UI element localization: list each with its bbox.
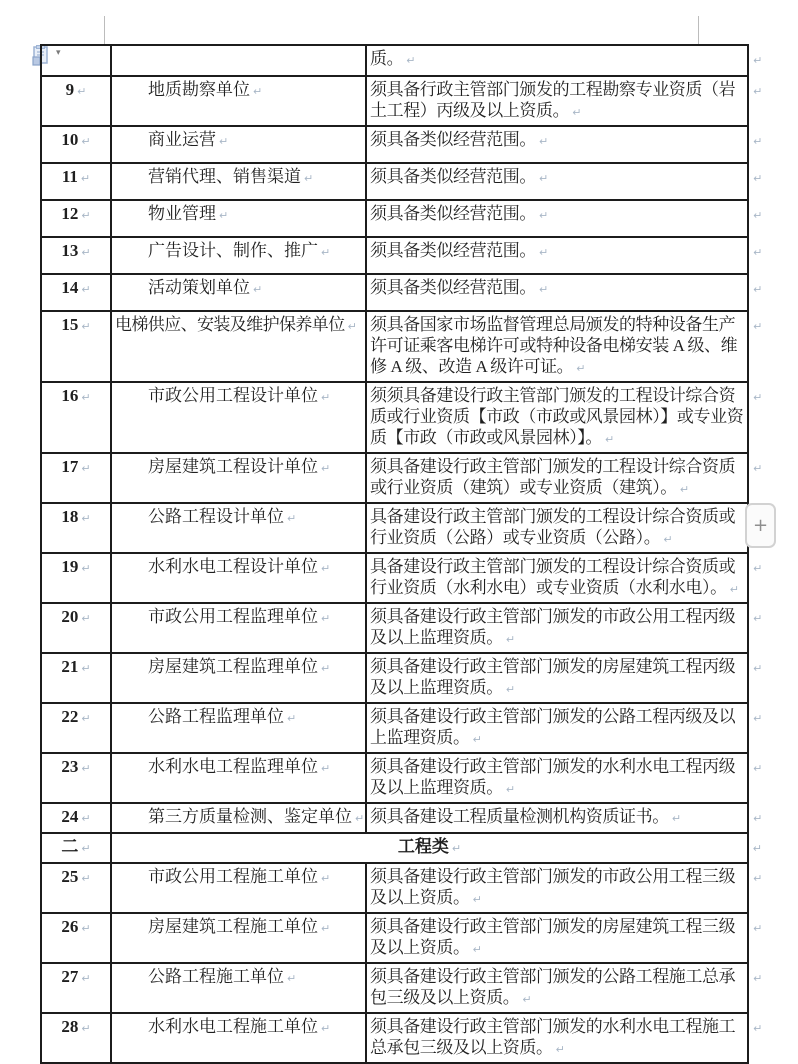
row-number: 20 ↵ — [61, 607, 90, 626]
qualification-table — [40, 44, 749, 1064]
requirement-text: 须具备建设行政主管部门颁发的房屋建筑工程三级及以上资质。 ↵ — [370, 917, 735, 957]
text-boundary-mark-left — [104, 16, 105, 44]
unit-name: 电梯供应、安装及维护保养单位 ↵ — [115, 314, 357, 337]
requirement-cell[interactable] — [366, 703, 748, 753]
row-number-cell[interactable] — [41, 913, 111, 963]
unit-name: 水利水电工程施工单位 ↵ — [115, 1016, 330, 1039]
row-number-cell[interactable] — [41, 163, 111, 200]
requirement-cell[interactable] — [366, 163, 748, 200]
row-number-cell[interactable] — [41, 274, 111, 311]
row-number: 14 ↵ — [61, 278, 90, 297]
insert-row-button[interactable] — [745, 503, 776, 548]
unit-name-cell[interactable] — [111, 382, 366, 453]
unit-name: 活动策划单位 ↵ — [115, 277, 262, 300]
table-row — [41, 653, 748, 703]
table-row — [41, 1013, 748, 1063]
unit-name-cell[interactable] — [111, 553, 366, 603]
table-row — [41, 753, 748, 803]
requirement-cell[interactable] — [366, 913, 748, 963]
row-number: 23 ↵ — [61, 757, 90, 776]
requirement-text: 须具备建设工程质量检测机构资质证书。 ↵ — [370, 807, 681, 826]
table-row-continuation — [41, 45, 748, 76]
row-number-cell[interactable] — [41, 45, 111, 76]
requirement-text: 须具备类似经营范围。 ↵ — [370, 130, 548, 149]
requirement-cell[interactable] — [366, 653, 748, 703]
requirement-text: 须具备类似经营范围。 ↵ — [370, 167, 548, 186]
row-number: 16 ↵ — [61, 386, 90, 405]
section-number: 二 ↵ — [61, 837, 90, 856]
section-title: 工程类 ↵ — [398, 837, 461, 856]
unit-name-cell[interactable] — [111, 603, 366, 653]
row-number: 15 ↵ — [61, 315, 90, 334]
unit-name-cell[interactable] — [111, 453, 366, 503]
row-number-cell[interactable] — [41, 963, 111, 1013]
row-number: 12 ↵ — [61, 204, 90, 223]
requirement-text: 具备建设行政主管部门颁发的工程设计综合资质或行业资质（公路）或专业资质（公路）。 ↵ — [370, 507, 735, 547]
row-number: 22 ↵ — [61, 707, 90, 726]
row-number: 18 ↵ — [61, 507, 90, 526]
requirement-cell[interactable] — [366, 274, 748, 311]
row-number-cell[interactable] — [41, 703, 111, 753]
unit-name: 营销代理、销售渠道 ↵ — [115, 166, 313, 189]
table-row — [41, 503, 748, 553]
requirement-text: 须具备建设行政主管部门颁发的水利水电工程丙级及以上监理资质。 ↵ — [370, 757, 735, 797]
row-number: 11 ↵ — [62, 167, 90, 186]
row-number-cell[interactable] — [41, 382, 111, 453]
requirement-cell[interactable] — [366, 311, 748, 382]
unit-name-cell[interactable] — [111, 274, 366, 311]
text-boundary-mark-right — [698, 16, 699, 44]
table-row — [41, 963, 748, 1013]
requirement-cell[interactable] — [366, 553, 748, 603]
row-number: 17 ↵ — [61, 457, 90, 476]
unit-name-cell[interactable] — [111, 200, 366, 237]
table-row — [41, 274, 748, 311]
table-row — [41, 76, 748, 126]
row-number: 21 ↵ — [61, 657, 90, 676]
requirement-cell[interactable] — [366, 753, 748, 803]
row-number-cell[interactable] — [41, 603, 111, 653]
row-number-cell[interactable] — [41, 200, 111, 237]
unit-name-cell[interactable] — [111, 863, 366, 913]
table-row — [41, 553, 748, 603]
unit-name: 公路工程施工单位 ↵ — [115, 966, 296, 989]
requirement-text: 须具备类似经营范围。 ↵ — [370, 241, 548, 260]
unit-name: 房屋建筑工程施工单位 ↵ — [115, 916, 330, 939]
unit-name: 商业运营 ↵ — [115, 129, 228, 152]
row-number: 13 ↵ — [61, 241, 90, 260]
section-number-cell[interactable] — [41, 833, 111, 863]
unit-name: 物业管理 ↵ — [115, 203, 228, 226]
row-number-cell[interactable] — [41, 653, 111, 703]
table-row — [41, 382, 748, 453]
unit-name-cell[interactable] — [111, 237, 366, 274]
unit-name: 公路工程设计单位 ↵ — [115, 506, 296, 529]
requirement-text: 须具备建设行政主管部门颁发的市政公用工程丙级及以上监理资质。 ↵ — [370, 607, 735, 647]
requirement-text: 须具备行政主管部门颁发的工程勘察专业资质（岩土工程）丙级及以上资质。 ↵ — [370, 80, 735, 120]
unit-name-cell[interactable] — [111, 703, 366, 753]
requirement-cell[interactable] — [366, 76, 748, 126]
unit-name-cell[interactable] — [111, 163, 366, 200]
row-number-cell[interactable] — [41, 311, 111, 382]
section-title-cell[interactable] — [111, 833, 748, 863]
requirement-cell[interactable] — [366, 503, 748, 553]
chevron-down-icon[interactable]: ▾ — [56, 48, 61, 58]
unit-name-cell[interactable] — [111, 963, 366, 1013]
row-number: 27 ↵ — [61, 967, 90, 986]
requirement-text: 须具备建设行政主管部门颁发的房屋建筑工程丙级及以上监理资质。 ↵ — [370, 657, 735, 697]
requirement-cell[interactable] — [366, 126, 748, 163]
requirement-cell[interactable] — [366, 237, 748, 274]
unit-name: 市政公用工程设计单位 ↵ — [115, 385, 330, 408]
unit-name: 第三方质量检测、鉴定单位 ↵ — [115, 806, 364, 829]
row-number-cell[interactable] — [41, 553, 111, 603]
row-number: 24 ↵ — [61, 807, 90, 826]
row-number-cell[interactable] — [41, 803, 111, 833]
row-number: 28 ↵ — [61, 1017, 90, 1036]
unit-name-cell[interactable] — [111, 803, 366, 833]
row-number-cell[interactable] — [41, 237, 111, 274]
table-row — [41, 863, 748, 913]
table-row — [41, 913, 748, 963]
unit-name: 地质勘察单位 ↵ — [115, 79, 262, 102]
unit-name: 水利水电工程设计单位 ↵ — [115, 556, 330, 579]
row-number-cell[interactable] — [41, 863, 111, 913]
unit-name: 公路工程监理单位 ↵ — [115, 706, 296, 729]
unit-name-cell[interactable] — [111, 653, 366, 703]
unit-name-cell[interactable] — [111, 126, 366, 163]
table-row — [41, 126, 748, 163]
row-number-cell[interactable] — [41, 753, 111, 803]
requirement-text: 须具备建设行政主管部门颁发的公路工程丙级及以上监理资质。 ↵ — [370, 707, 735, 747]
row-number: 9 ↵ — [66, 80, 87, 99]
requirement-text: 须具备建设行政主管部门颁发的水利水电工程施工总承包三级及以上资质。 ↵ — [370, 1017, 735, 1057]
unit-name: 市政公用工程施工单位 ↵ — [115, 866, 330, 889]
unit-name: 房屋建筑工程设计单位 ↵ — [115, 456, 330, 479]
table-row — [41, 163, 748, 200]
requirement-cell[interactable] — [366, 1013, 748, 1063]
requirement-cell[interactable] — [366, 963, 748, 1013]
requirement-text: 须具备类似经营范围。 ↵ — [370, 278, 548, 297]
requirement-cell[interactable] — [366, 603, 748, 653]
requirement-text: 须具备类似经营范围。 ↵ — [370, 204, 548, 223]
row-number: 19 ↵ — [61, 557, 90, 576]
unit-name-cell[interactable] — [111, 76, 366, 126]
row-number-cell[interactable] — [41, 1013, 111, 1063]
unit-name: 房屋建筑工程监理单位 ↵ — [115, 656, 330, 679]
row-number-cell[interactable] — [41, 453, 111, 503]
table-row — [41, 703, 748, 753]
table-row — [41, 311, 748, 382]
table-row — [41, 200, 748, 237]
requirement-text: 具备建设行政主管部门颁发的工程设计综合资质或行业资质（水利水电）或专业资质（水利水电）。 ↵ — [370, 557, 739, 597]
requirement-cell[interactable] — [366, 863, 748, 913]
table-row — [41, 603, 748, 653]
requirement-text: 须具备建设行政主管部门颁发的工程设计综合资质或行业资质（建筑）或专业资质（建筑）。 ↵ — [370, 457, 735, 497]
section-row — [41, 833, 748, 863]
unit-name-cell[interactable] — [111, 311, 366, 382]
row-number: 10 ↵ — [61, 130, 90, 149]
requirement-cell[interactable] — [366, 200, 748, 237]
requirement-cell[interactable] — [366, 45, 748, 76]
unit-name-cell[interactable] — [111, 45, 366, 76]
unit-name: 水利水电工程监理单位 ↵ — [115, 756, 330, 779]
requirement-text: 质。 ↵ — [370, 49, 415, 68]
unit-name-cell[interactable] — [111, 753, 366, 803]
unit-name-cell[interactable] — [111, 503, 366, 553]
requirement-cell[interactable] — [366, 803, 748, 833]
row-number-cell[interactable] — [41, 126, 111, 163]
unit-name-cell[interactable] — [111, 913, 366, 963]
requirement-text: 须具备建设行政主管部门颁发的市政公用工程三级及以上资质。 ↵ — [370, 867, 735, 907]
unit-name-cell[interactable] — [111, 1013, 366, 1063]
requirement-cell[interactable] — [366, 453, 748, 503]
table-row — [41, 453, 748, 503]
requirement-cell[interactable] — [366, 382, 748, 453]
row-number: 25 ↵ — [61, 867, 90, 886]
plus-icon: + — [752, 515, 769, 536]
row-number-cell[interactable] — [41, 503, 111, 553]
requirement-text: 须须具备建设行政主管部门颁发的工程设计综合资质或行业资质【市政（市政或风景园林）】或专业资质【市政（市政或风景园林）】。 ↵ — [370, 386, 743, 447]
unit-name: 广告设计、制作、推广 ↵ — [115, 240, 330, 263]
unit-name: 市政公用工程监理单位 ↵ — [115, 606, 330, 629]
requirement-text: 须具备建设行政主管部门颁发的公路工程施工总承包三级及以上资质。 ↵ — [370, 967, 735, 1007]
requirement-text: 须具备国家市场监督管理总局颁发的特种设备生产许可证乘客电梯许可或特种设备电梯安装 A 级、维修 A 级、改造 A 级许可证。 ↵ — [370, 315, 737, 376]
row-number: 26 ↵ — [61, 917, 90, 936]
row-number-cell[interactable] — [41, 76, 111, 126]
table-row — [41, 237, 748, 274]
table-row — [41, 803, 748, 833]
